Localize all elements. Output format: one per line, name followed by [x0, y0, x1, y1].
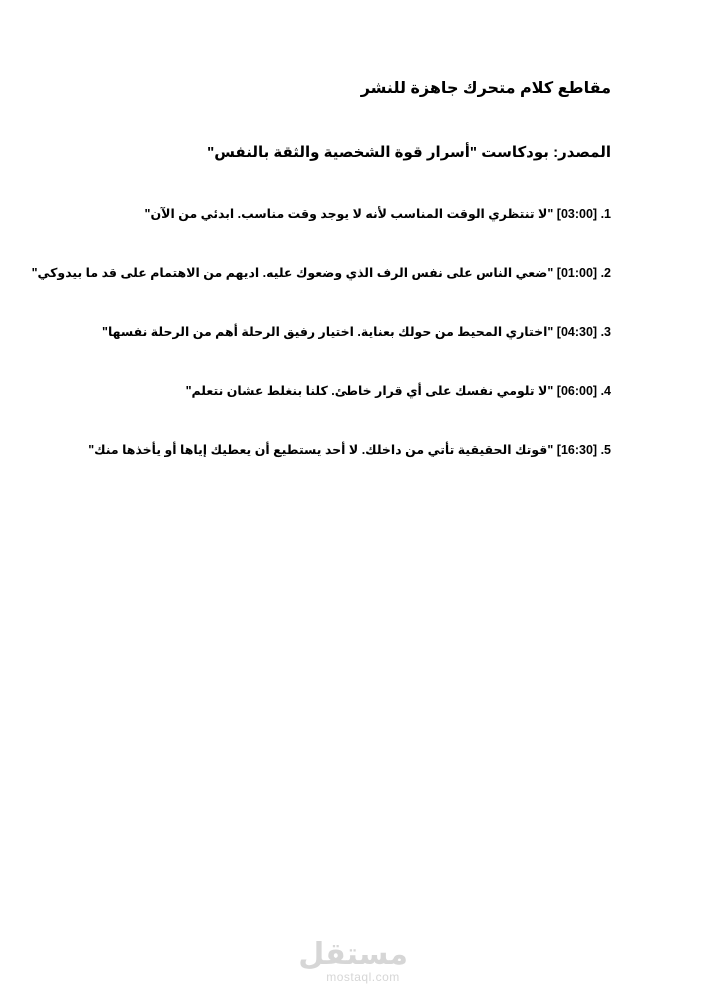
clip-item-5 [88, 442, 611, 457]
clip-number: 1. [600, 207, 611, 221]
source-line: المصدر: بودكاست "أسرار قوة الشخصية والثقة بالنفس" [207, 144, 611, 161]
document-title: مقاطع كلام متحرك جاهزة للنشر [360, 80, 611, 97]
clip-number: 5. [600, 443, 611, 457]
clip-quote: "لا تنتظري الوقت المناسب لأنه لا يوجد وقت مناسب. ابدئي من الآن" [144, 207, 554, 221]
watermark-arabic: مستقل [298, 938, 408, 971]
clip-quote: "قوتك الحقيقية تأتي من داخلك. لا أحد يستطيع أن يعطيك إياها أو يأخذها منك" [88, 443, 554, 457]
clip-item-2 [32, 265, 611, 280]
clip-timestamp: [04:30] [556, 325, 598, 339]
clip-timestamp: [01:00] [556, 266, 598, 280]
clip-number: 3. [600, 325, 611, 339]
clip-item-4 [186, 383, 611, 398]
clip-timestamp: [16:30] [556, 443, 598, 457]
clip-quote: "لا تلومي نفسك على أي قرار خاطئ. كلنا بنغلط عشان نتعلم" [185, 384, 554, 398]
clip-quote: "ضعي الناس على نفس الرف الذي وضعوك عليه. اديهم من الاهتمام على قد ما بيدوكي" [31, 266, 554, 280]
clip-quote: "اختاري المحيط من حولك بعناية. اختيار رفيق الرحلة أهم من الرحلة نفسها" [102, 325, 554, 339]
mostaql-watermark [298, 938, 408, 984]
clip-timestamp: [03:00] [556, 207, 598, 221]
watermark-latin: mostaql.com [326, 970, 400, 984]
clip-item-3 [102, 324, 611, 339]
clip-timestamp: [06:00] [556, 384, 598, 398]
clip-number: 2. [600, 266, 611, 280]
clip-item-1 [145, 206, 611, 221]
clip-number: 4. [600, 384, 611, 398]
